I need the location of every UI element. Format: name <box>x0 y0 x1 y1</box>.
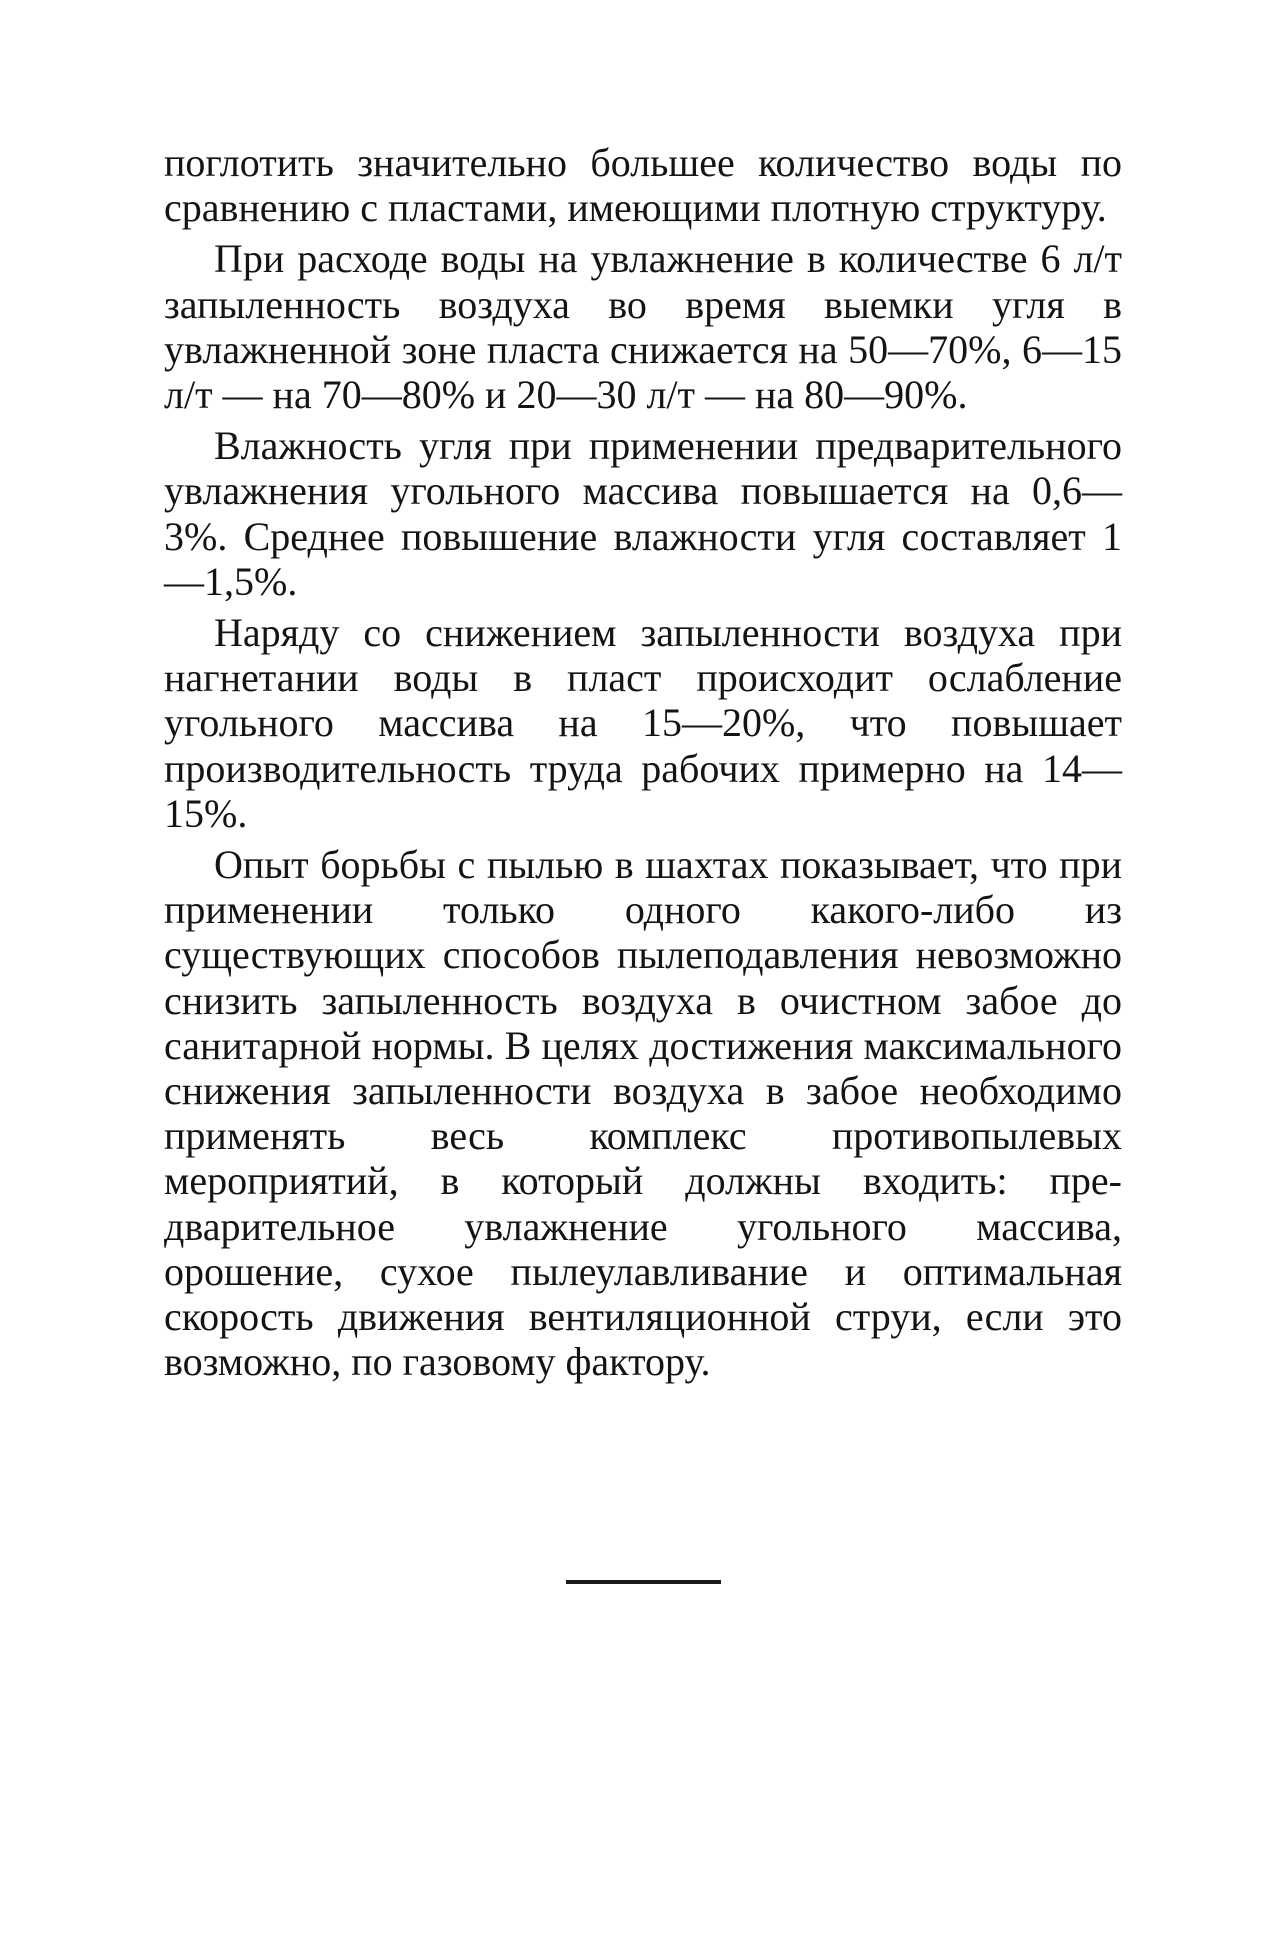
document-page <box>164 140 1122 1390</box>
paragraph-dust-control-experience: Опыт борьбы с пылью в шахтах показывает, что при применении только одного какого-либо из существующих способов пылеподавления невозможно снизить запыленность воздуха в очистном забое до санитарной нормы. В целях достижения максимального снижения запыленности воздуха в забое необходимо применять весь комплекс противопылевых мероприятий, в который должны входить: предварительное увлажнение угольного массива, орошение, сухое пылеулавливание и оптимальная скорость движения вентиляционной струи, если это возможно, по газовому фактору. <box>164 842 1122 1385</box>
paragraph-massif-weakening: Наряду со снижением запыленности воздуха при нагнетании воды в пласт происходит ослабление угольного массива на 15—20%, что повышает производительность труда рабочих примерно на 14—15%. <box>164 610 1122 836</box>
paragraph-coal-moisture: Влажность угля при применении предварительного увлажнения угольного массива повышается на 0,6—3%. Среднее повышение влажности угля составляет 1—1,5%. <box>164 423 1122 604</box>
paragraph-continuation: поглотить значительно большее количество воды по сравнению с пластами, имеющими плотную структуру. <box>164 140 1122 231</box>
section-end-divider <box>566 1580 721 1584</box>
paragraph-water-consumption: При расходе воды на увлажнение в количестве 6 л/т запыленность воздуха во время выемки угля в увлажненной зоне пласта снижается на 50—70%, 6—15 л/т — на 70—80% и 20—30 л/т — на 80—90%. <box>164 236 1122 418</box>
